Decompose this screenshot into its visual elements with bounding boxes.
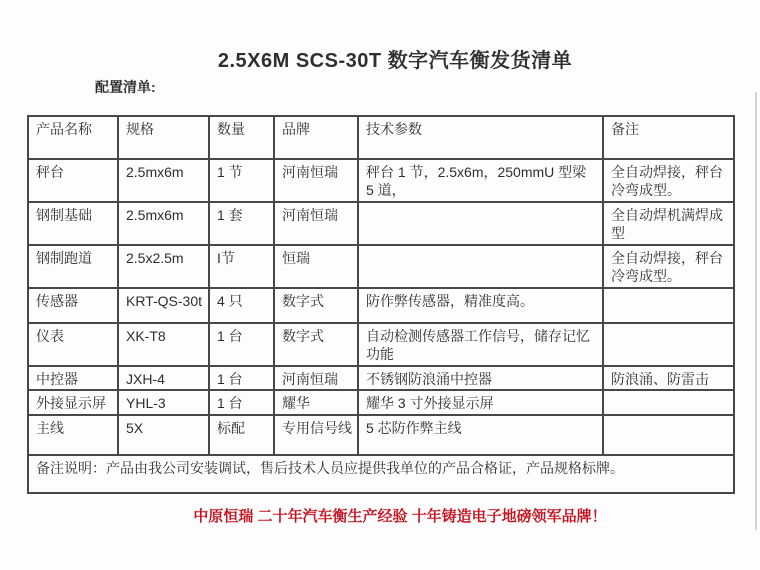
table-cell: 数字式 [274,288,358,323]
table-cell: YHL-3 [118,390,209,414]
table-cell [603,288,734,323]
table-cell: 全自动焊机满焊成型 [603,202,734,245]
table-cell: 2.5x2.5m [118,245,209,288]
table-row [28,245,734,288]
table-cell: KRT-QS-30t [118,288,209,323]
table-cell: 2.5mx6m [118,202,209,245]
table-cell: 河南恒瑞 [274,202,358,245]
table-cell: 1 节 [209,159,274,202]
table-cell: 仪表 [28,323,118,366]
table-cell: 1 台 [209,390,274,414]
table-row [28,202,734,245]
table-cell: 2.5mx6m [118,159,209,202]
header-product-name: 产品名称 [28,116,118,159]
table-cell: 1 台 [209,323,274,366]
table-row [28,366,734,390]
table-cell: 1 台 [209,366,274,390]
table-cell: 主线 [28,415,118,455]
table-cell: 5X [118,415,209,455]
table-cell: 河南恒瑞 [274,159,358,202]
table-cell: 1 套 [209,202,274,245]
table-cell [603,415,734,455]
page-edge-divider [755,92,757,530]
table-cell: 钢制跑道 [28,245,118,288]
header-notes: 备注 [603,116,734,159]
table-cell: 4 只 [209,288,274,323]
table-cell: 不锈钢防浪涌中控器 [358,366,603,390]
table-cell: 专用信号线 [274,415,358,455]
header-brand: 品牌 [274,116,358,159]
header-tech-params: 技术参数 [358,116,603,159]
table-cell: 全自动焊接，秤台冷弯成型。 [603,159,734,202]
table-row [28,415,734,455]
remark-note: 备注说明：产品由我公司安装调试，售后技术人员应提供我单位的产品合格证，产品规格标牌。 [28,455,734,493]
table-cell: 数字式 [274,323,358,366]
delivery-spec-table [27,115,735,494]
table-cell: 防浪涌、防雷击 [603,366,734,390]
table-cell: 全自动焊接，秤台冷弯成型。 [603,245,734,288]
table-cell: XK-T8 [118,323,209,366]
config-list-label: 配置清单: [95,79,156,95]
table-cell [603,323,734,366]
table-cell: 传感器 [28,288,118,323]
table-cell: 秤台 [28,159,118,202]
table-cell: JXH-4 [118,366,209,390]
table-cell: 河南恒瑞 [274,366,358,390]
table-cell: 耀华 3 寸外接显示屏 [358,390,603,414]
table-cell [358,245,603,288]
page-title: 2.5X6M SCS-30T 数字汽车衡发货清单 [217,50,573,72]
table-row [28,323,734,366]
table-cell: 耀华 [274,390,358,414]
table-cell: 秤台 1 节，2.5x6m，250mmU 型梁 5 道， [358,159,603,202]
table-cell [358,202,603,245]
table-row [28,390,734,414]
table-cell: 自动检测传感器工作信号，储存记忆功能 [358,323,603,366]
header-quantity: 数量 [209,116,274,159]
table-cell: 防作弊传感器，精准度高。 [358,288,603,323]
table-cell: 中控器 [28,366,118,390]
header-spec: 规格 [118,116,209,159]
table-cell: 钢制基础 [28,202,118,245]
table-row [28,159,734,202]
remark-row [28,455,734,493]
table-cell: 外接显示屏 [28,390,118,414]
table-cell: I节 [209,245,274,288]
table-cell [603,390,734,414]
table-row [28,288,734,323]
brand-slogan: 中原恒瑞 二十年汽车衡生产经验 十年铸造电子地磅领军品牌！ [193,508,607,525]
table-header-row [28,116,734,159]
table-cell: 恒瑞 [274,245,358,288]
table-cell: 标配 [209,415,274,455]
table-cell: 5 芯防作弊主线 [358,415,603,455]
